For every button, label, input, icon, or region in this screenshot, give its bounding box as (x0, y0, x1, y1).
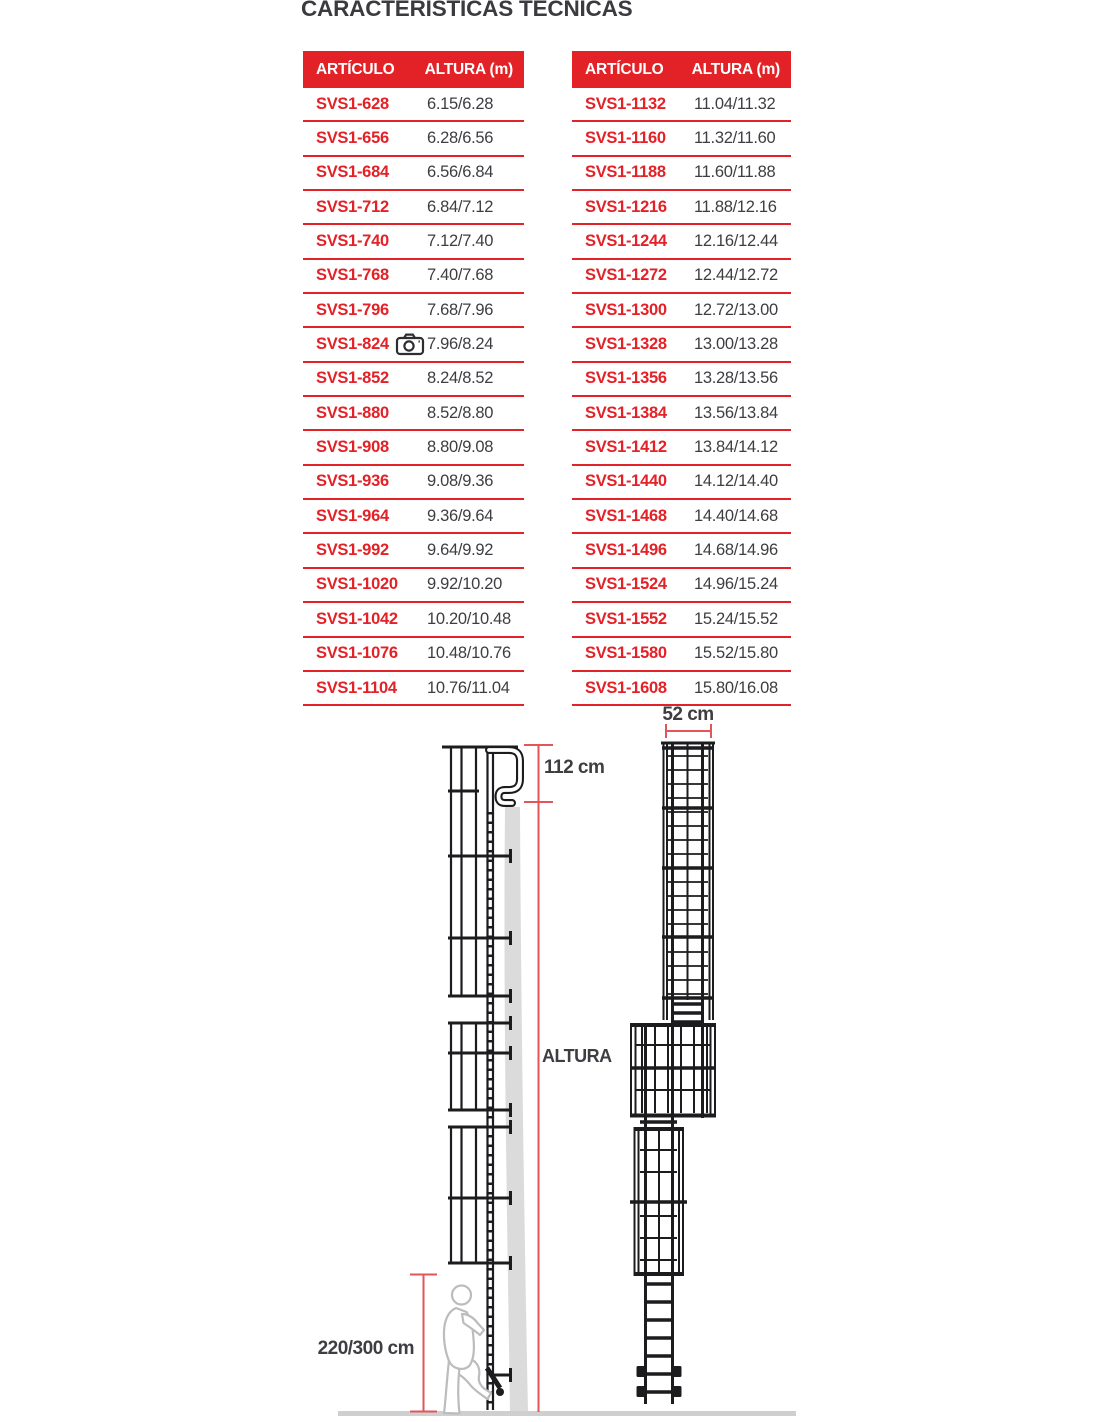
table-row (303, 397, 524, 431)
article-cell (585, 232, 694, 251)
spec-table-right (572, 51, 791, 706)
height-value: 11.04/11.32 (694, 94, 776, 113)
upper-cage-grid (668, 756, 708, 994)
article-cell (316, 266, 427, 285)
article-code: SVS1-880 (316, 403, 389, 422)
height-value: 13.84/14.12 (694, 438, 778, 457)
height-value: 15.80/16.08 (694, 678, 778, 697)
article-code: SVS1-1328 (585, 335, 667, 354)
table-row (303, 157, 524, 191)
article-code: SVS1-936 (316, 472, 389, 491)
height-value: 11.32/11.60 (694, 129, 776, 148)
height-value: 12.72/13.00 (694, 300, 778, 319)
table-row (572, 328, 791, 362)
exit-dimension-label: 112 cm (544, 757, 605, 778)
article-cell (316, 679, 427, 698)
table-row (303, 328, 524, 362)
base-dimension-label: 220/300 cm (317, 1338, 414, 1359)
article-cell (585, 575, 694, 594)
article-cell (316, 232, 427, 251)
height-value: 14.68/14.96 (694, 541, 778, 560)
width-dimension-label: 52 cm (662, 704, 714, 725)
table-row (572, 88, 791, 122)
article-code: SVS1-796 (316, 300, 389, 319)
wall-bracket (637, 1386, 646, 1397)
wall-bracket (637, 1366, 646, 1377)
ladder-drawing (280, 698, 820, 1422)
article-cell (316, 129, 427, 148)
table-row (572, 672, 791, 706)
height-value: 9.92/10.20 (427, 575, 502, 594)
article-cell (316, 472, 427, 491)
article-code: SVS1-1608 (585, 678, 667, 697)
height-value: 14.40/14.68 (694, 506, 778, 525)
article-code: SVS1-1440 (585, 472, 667, 491)
article-cell (585, 472, 694, 491)
article-cell (585, 198, 694, 217)
table-row (303, 294, 524, 328)
article-cell (316, 404, 427, 423)
article-code: SVS1-1132 (585, 94, 666, 113)
article-cell (316, 507, 427, 526)
height-value: 9.08/9.36 (427, 472, 494, 491)
column-header-height: ALTURA (m) (424, 60, 513, 78)
height-value: 9.64/9.92 (427, 541, 494, 560)
article-code: SVS1-1384 (585, 403, 667, 422)
wall-shading (504, 807, 528, 1413)
article-code: SVS1-740 (316, 232, 389, 251)
height-value: 13.56/13.84 (694, 403, 778, 422)
article-code: SVS1-1160 (585, 129, 666, 148)
bracket-knob (496, 1388, 504, 1396)
height-value: 6.15/6.28 (427, 94, 494, 113)
article-code: SVS1-908 (316, 438, 389, 457)
height-value: 9.36/9.64 (427, 506, 494, 525)
height-value: 10.76/11.04 (427, 678, 510, 697)
wall-brackets (476, 849, 511, 1382)
overlap-cage-grid (630, 1023, 716, 1117)
cage-rails (451, 747, 476, 1264)
article-code: SVS1-1020 (316, 575, 398, 594)
article-code: SVS1-656 (316, 129, 389, 148)
table-row (303, 534, 524, 568)
article-cell (585, 438, 694, 457)
article-code: SVS1-684 (316, 163, 389, 182)
table-row (572, 397, 791, 431)
height-value: 8.24/8.52 (427, 369, 494, 388)
height-value: 6.56/6.84 (427, 163, 494, 182)
height-value: 14.96/15.24 (694, 575, 778, 594)
upper-cage-hoops (662, 748, 714, 998)
article-code: SVS1-1580 (585, 644, 667, 663)
article-cell (585, 507, 694, 526)
article-code: SVS1-964 (316, 506, 389, 525)
table-header (303, 51, 524, 88)
side-view-ladder (442, 747, 520, 1410)
camera-icon (395, 333, 425, 356)
article-cell (316, 198, 427, 217)
arm (462, 1314, 484, 1335)
height-value: 6.84/7.12 (427, 197, 494, 216)
column-header-article: ARTÍCULO (316, 60, 395, 78)
table-row (572, 191, 791, 225)
table-row (303, 225, 524, 259)
spec-table-left (303, 51, 524, 706)
table-row (303, 431, 524, 465)
height-value: 11.88/12.16 (694, 197, 777, 216)
article-cell (585, 541, 694, 560)
article-cell (316, 163, 427, 182)
table-row (303, 191, 524, 225)
height-value: 7.40/7.68 (427, 266, 494, 285)
dimension-line-base (410, 1274, 437, 1412)
article-code: SVS1-1468 (585, 506, 667, 525)
lower-segment (630, 1023, 687, 1404)
article-code: SVS1-1076 (316, 644, 398, 663)
column-header-height: ALTURA (m) (691, 60, 780, 78)
height-value: 13.28/13.56 (694, 369, 778, 388)
table-row (572, 122, 791, 156)
height-value: 13.00/13.28 (694, 335, 778, 354)
article-code: SVS1-1188 (585, 163, 666, 182)
height-value: 7.12/7.40 (427, 232, 494, 251)
table-header (572, 51, 791, 88)
article-cell (585, 335, 694, 354)
table-row (572, 363, 791, 397)
article-cell (316, 610, 427, 629)
article-code: SVS1-1104 (316, 678, 397, 697)
article-code: SVS1-1272 (585, 266, 667, 285)
article-cell (585, 369, 694, 388)
front-view-ladder (630, 742, 716, 1404)
article-code: SVS1-1300 (585, 300, 667, 319)
table-row (572, 603, 791, 637)
article-cell (316, 438, 427, 457)
table-row (572, 157, 791, 191)
table-row (572, 466, 791, 500)
article-code: SVS1-1496 (585, 541, 667, 560)
height-value: 12.16/12.44 (694, 232, 778, 251)
height-value: 15.52/15.80 (694, 644, 778, 663)
table-row (303, 466, 524, 500)
article-code: SVS1-1412 (585, 438, 667, 457)
table-body (572, 88, 791, 706)
article-cell (316, 301, 427, 320)
article-cell (585, 404, 694, 423)
article-code: SVS1-628 (316, 94, 389, 113)
table-row (303, 88, 524, 122)
column-header-article: ARTÍCULO (585, 60, 664, 78)
article-cell (585, 129, 694, 148)
article-code: SVS1-824 (316, 335, 389, 354)
cage-hoops (448, 791, 479, 1263)
article-cell (316, 575, 427, 594)
table-body (303, 88, 524, 706)
table-row (572, 638, 791, 672)
fold-step (487, 1368, 500, 1388)
height-value: 15.24/15.52 (694, 609, 778, 628)
dimension-line-width (666, 724, 711, 738)
table-row (572, 260, 791, 294)
article-code: SVS1-992 (316, 541, 389, 560)
article-cell (316, 95, 427, 114)
table-row (303, 603, 524, 637)
article-cell (585, 266, 694, 285)
article-cell (585, 610, 694, 629)
article-cell (316, 541, 427, 560)
table-row (303, 260, 524, 294)
total-height-label: ALTURA (542, 1046, 612, 1066)
height-value: 8.80/9.08 (427, 438, 494, 457)
article-code: SVS1-1356 (585, 369, 667, 388)
table-row (572, 500, 791, 534)
article-cell (585, 163, 694, 182)
article-code: SVS1-1042 (316, 609, 398, 628)
climbing-person-figure (444, 1286, 491, 1414)
article-cell (585, 679, 694, 698)
table-row (303, 638, 524, 672)
wall-bracket (673, 1386, 682, 1397)
head (452, 1286, 471, 1305)
article-code: SVS1-1552 (585, 609, 667, 628)
height-value: 14.12/14.40 (694, 472, 778, 491)
height-value: 7.68/7.96 (427, 300, 494, 319)
article-code: SVS1-852 (316, 369, 389, 388)
height-value: 12.44/12.72 (694, 266, 778, 285)
height-value: 6.28/6.56 (427, 129, 494, 148)
height-value: 11.60/11.88 (694, 163, 776, 182)
height-value: 10.20/10.48 (427, 609, 511, 628)
height-value: 7.96/8.24 (427, 335, 494, 354)
article-cell (585, 301, 694, 320)
table-row (303, 672, 524, 706)
table-row (572, 225, 791, 259)
article-code: SVS1-1216 (585, 197, 667, 216)
table-row (303, 363, 524, 397)
article-cell (316, 333, 427, 356)
table-row (572, 534, 791, 568)
article-code: SVS1-712 (316, 197, 389, 216)
table-row (303, 500, 524, 534)
wall-bracket (673, 1366, 682, 1377)
article-code: SVS1-1524 (585, 575, 667, 594)
height-value: 10.48/10.76 (427, 644, 511, 663)
table-row (572, 431, 791, 465)
exit-hook (489, 750, 520, 803)
table-row (303, 122, 524, 156)
dimension-line-height (524, 745, 553, 1412)
table-row (572, 294, 791, 328)
article-cell (585, 644, 694, 663)
table-row (572, 569, 791, 603)
page-title: CARACTERISTICAS TECNICAS (301, 0, 633, 21)
article-cell (316, 369, 427, 388)
table-row (303, 569, 524, 603)
article-code: SVS1-768 (316, 266, 389, 285)
article-code: SVS1-1244 (585, 232, 667, 251)
article-cell (316, 644, 427, 663)
article-cell (585, 95, 694, 114)
height-value: 8.52/8.80 (427, 403, 494, 422)
